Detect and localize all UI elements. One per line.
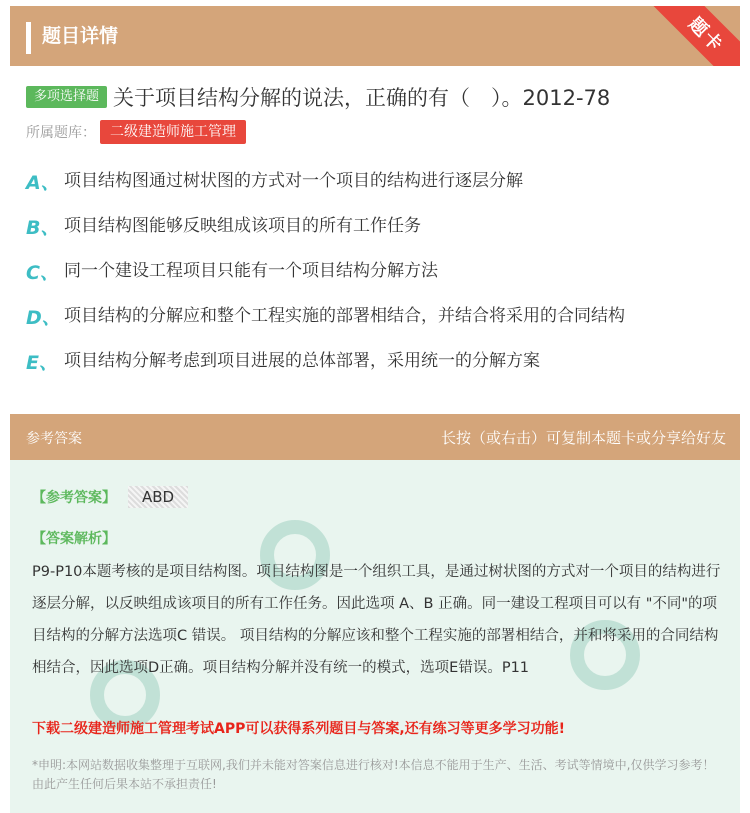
question-bank-line (26, 120, 246, 144)
analysis-text: P9-P10本题考核的是项目结构图。项目结构图是一个组织工具，是通过树状图的方式对一个项目的结构进行逐层分解，以反映组成该项目的所有工作任务。因此选项 A、B 正确。同一建设工程项目可以有 "不同"的项目结构的分解方法选项C 错误。 项目结构的分解应该和整个工程实施的部署相结合，并和将采用的合同结构相结合，因此选项D正确。项目结构分解并没有统一的模式，选项E错误。P11 (32, 564, 721, 676)
answer-header (10, 414, 740, 460)
option-text: 项目结构图通过树状图的方式对一个项目的结构进行逐层分解 (64, 171, 523, 191)
corner-ribbon (641, 6, 740, 66)
bank-tag-link[interactable]: 二级建造师施工管理 (100, 120, 246, 144)
option-letter: E、 (26, 352, 58, 374)
question-type-badge: 多项选择题 (26, 86, 107, 108)
answer-header-label: 参考答案 (26, 431, 82, 447)
analysis-label: 【答案解析】 (32, 531, 116, 547)
reference-answer-line (32, 486, 188, 508)
header-accent-bar (26, 22, 31, 54)
question-text: 关于项目结构分解的说法，正确的有（ ）。2012-78 (113, 86, 611, 110)
header-title: 题目详情 (42, 25, 119, 47)
option-d[interactable] (26, 303, 726, 348)
share-hint: 长按（或右击）可复制本题卡或分享给好友 (440, 429, 726, 447)
app-download-promo[interactable]: 下载二级建造师施工管理考试APP可以获得系列题目与答案,还有练习等更多学习功能! (32, 721, 566, 737)
reference-answer-value: ABD (128, 486, 188, 508)
ribbon-label: 题卡 (684, 13, 728, 57)
disclaimer: *申明:本网站数据收集整理于互联网,我们并未能对答案信息进行核对!本信息不能用于生产、生活、考试等情境中,仅供学习参考！由此产生任何后果本站不承担责任! (32, 758, 715, 791)
reference-answer-label: 【参考答案】 (32, 490, 116, 506)
option-letter: B、 (26, 217, 60, 239)
option-c[interactable] (26, 258, 726, 303)
option-letter: D、 (26, 307, 61, 329)
option-text: 项目结构分解考虑到项目进展的总体部署，采用统一的分解方案 (64, 351, 540, 371)
bank-label: 所属题库： (26, 125, 96, 141)
option-text: 同一个建设工程项目只能有一个项目结构分解方法 (64, 261, 438, 281)
answer-body (10, 460, 740, 813)
option-b[interactable] (26, 213, 726, 258)
option-a[interactable] (26, 168, 726, 213)
option-text: 项目结构图能够反映组成该项目的所有工作任务 (64, 216, 421, 236)
option-e[interactable] (26, 348, 726, 393)
option-letter: C、 (26, 262, 59, 284)
options-list (26, 168, 726, 393)
question-header (10, 6, 740, 66)
option-letter: A、 (26, 172, 60, 194)
question-line (26, 82, 610, 112)
option-text: 项目结构的分解应和整个工程实施的部署相结合，并结合将采用的合同结构 (64, 306, 625, 326)
